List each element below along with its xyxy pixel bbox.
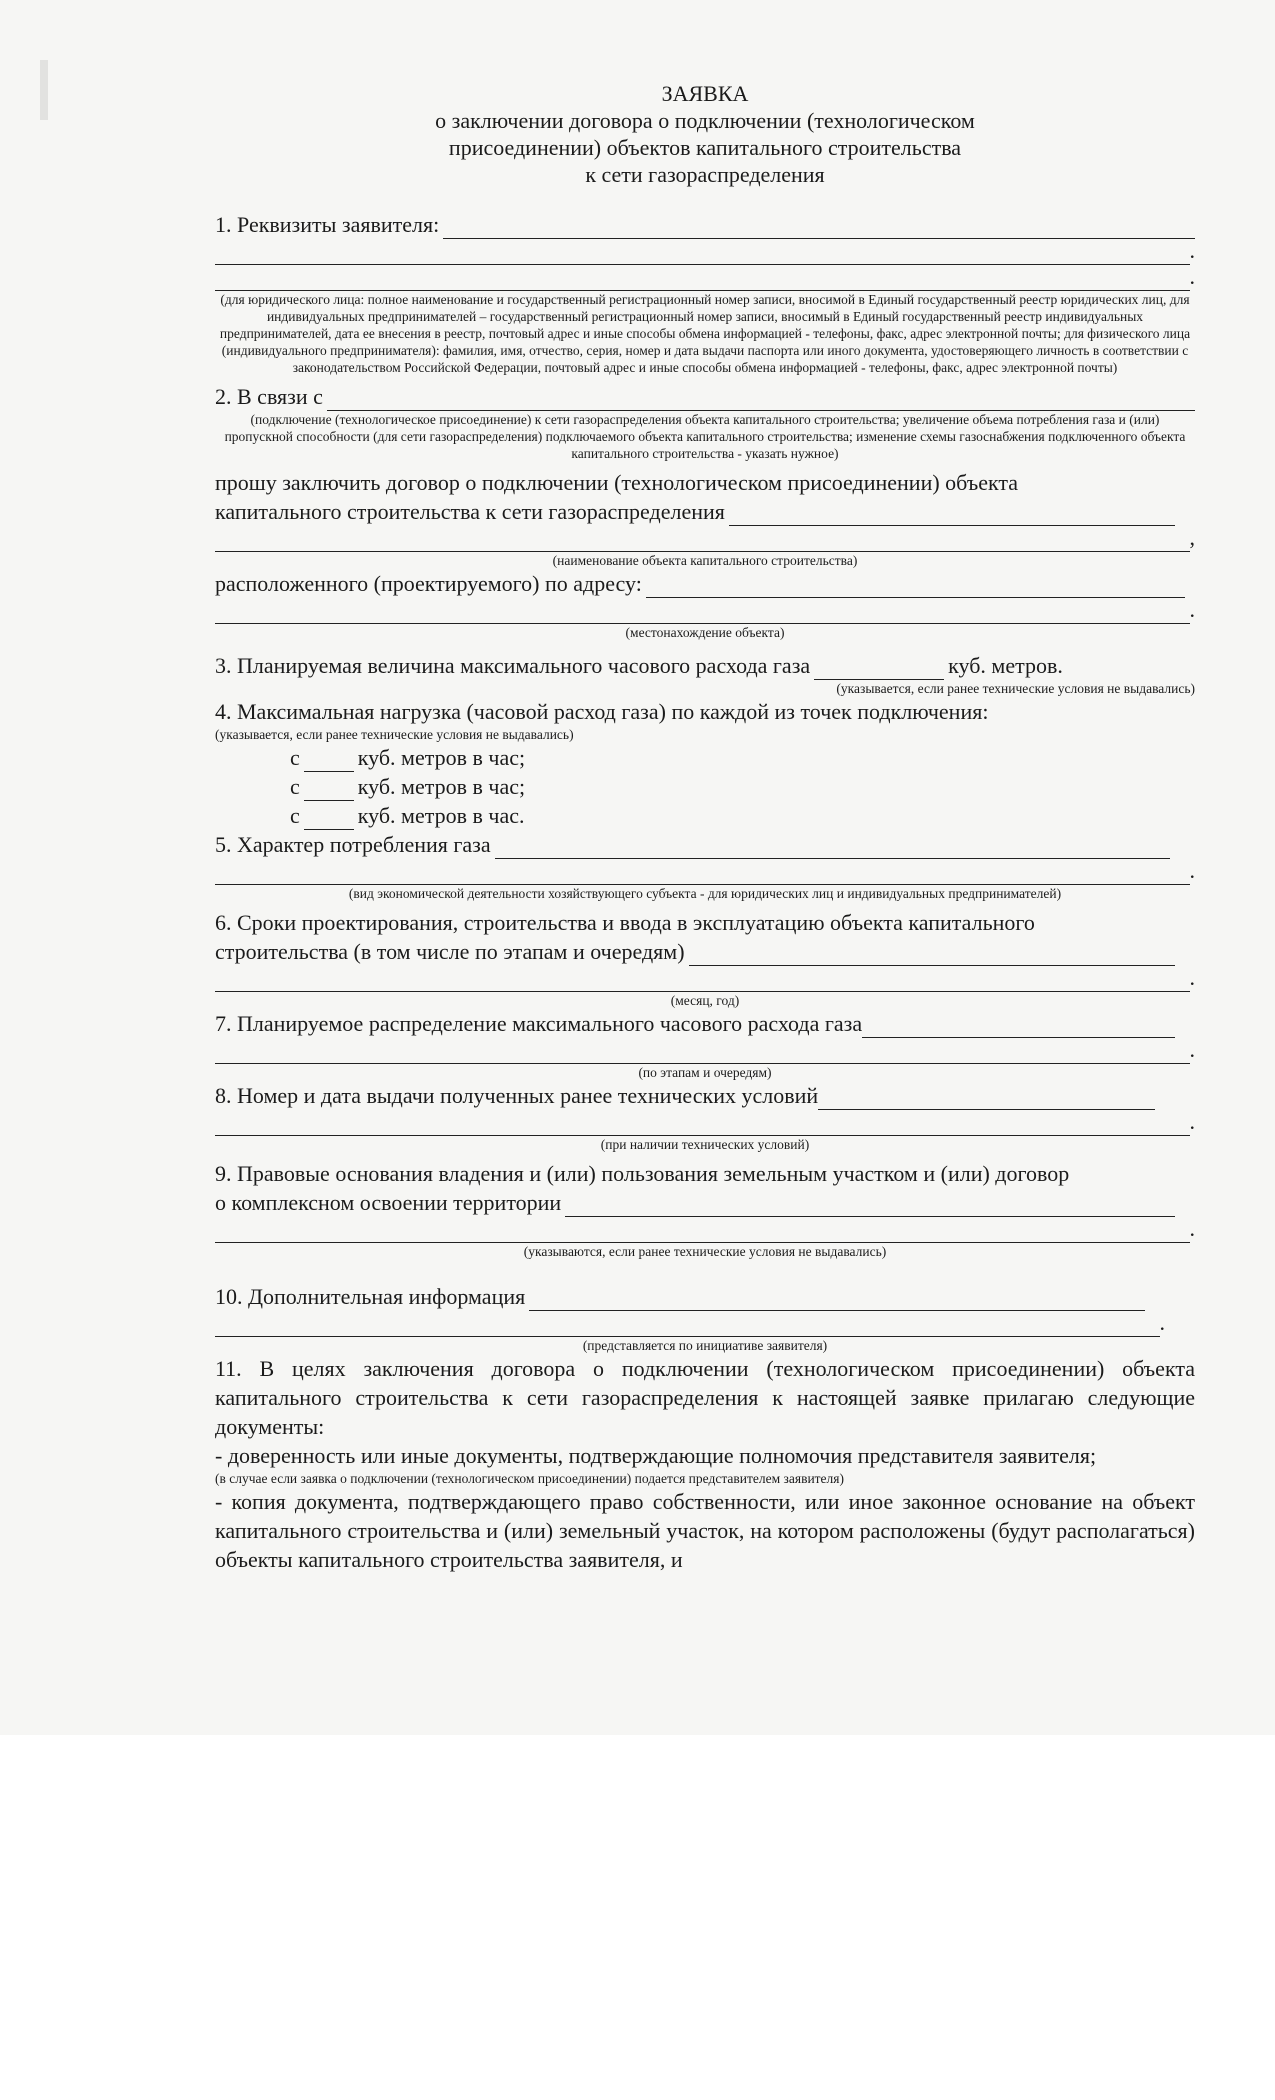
- form-subtitle-line: о заключении договора о подключении (технологическом: [435, 108, 975, 133]
- gas-distribution-field[interactable]: [862, 1015, 1175, 1038]
- additional-info-line: .: [215, 1311, 1165, 1337]
- section-5-label: 5. Характер потребления газа: [215, 832, 491, 857]
- object-name-line: ,: [215, 526, 1195, 552]
- section-9-text: 9. Правовые основания владения и (или) пользования земельным участком и (или) договор: [215, 1161, 1070, 1186]
- section-3-note: (указывается, если ранее технические условия не выдавались): [836, 681, 1195, 696]
- land-rights-field[interactable]: [565, 1194, 1175, 1217]
- form-content: [215, 80, 1195, 1574]
- section-11-intro: 11. В целях заключения договора о подключении (технологическом присоединении) объекта капитального строительства к сети газораспределения к настоящей заявке прилагаю следующие документы:: [215, 1356, 1195, 1439]
- section-10-note: (представляется по инициативе заявителя): [582, 1338, 828, 1353]
- section-4-label: 4. Максимальная нагрузка (часовой расход газа) по каждой из точек подключения:: [215, 699, 989, 724]
- address-field-2[interactable]: [215, 601, 1190, 624]
- section-4-note: (указывается, если ранее технические условия не выдавались): [215, 727, 574, 742]
- section-3-row: [215, 651, 1195, 680]
- section-3-unit: куб. метров.: [948, 653, 1063, 678]
- load-point-prefix: с: [290, 745, 300, 770]
- location-note: (местонахождение объекта): [625, 625, 785, 640]
- construction-terms-field[interactable]: [689, 943, 1175, 966]
- max-hourly-gas-field[interactable]: [814, 659, 944, 680]
- applicant-details-line: .: [215, 239, 1195, 265]
- land-rights-field-2[interactable]: [215, 1220, 1190, 1243]
- applicant-details-field-2[interactable]: [215, 242, 1190, 265]
- load-point-field[interactable]: [304, 780, 354, 801]
- applicant-details-field[interactable]: [443, 216, 1195, 239]
- section-1-note: (для юридического лица: полное наименование и государственный регистрационный номер записи, вносимой в Единый государственный реестр юридических лиц, для индивидуальных предпринимателей – государственный регистрационный номер записи, вносимый в Единый государственный реестр индивидуальных предпринимателей, дата ее внесения в реестр, почтовый адрес и иные способы обмена информацией - телефоны, факс, адрес электронной почты; для физического лица (индивидуального предпринимателя): фамилия, имя, отчество, серия, номер и дата выдачи паспорта или иного документа, удостоверяющего личность в соответствии с законодательством Российской Федерации, почтовый адрес и иные способы обмена информацией - телефоны, факс, адрес электронной почты): [219, 292, 1191, 375]
- land-rights-line: .: [215, 1217, 1195, 1243]
- tech-conditions-field[interactable]: [818, 1087, 1155, 1110]
- load-point-unit: куб. метров в час.: [357, 803, 525, 828]
- load-point-prefix: с: [290, 803, 300, 828]
- section-7-note: (по этапам и очередям): [638, 1065, 772, 1080]
- request-row: [215, 497, 1195, 526]
- object-name-note: (наименование объекта капитального строительства): [552, 553, 858, 568]
- attached-doc-note: (в случае если заявка о подключении (технологическом присоединении) подается представителем заявителя): [215, 1471, 844, 1486]
- request-text: прошу заключить договор о подключении (технологическом присоединении) объекта: [215, 470, 1018, 495]
- section-2-row: [215, 382, 1195, 411]
- applicant-details-line: .: [215, 265, 1195, 291]
- load-point-field[interactable]: [304, 809, 354, 830]
- form-subtitle-line: присоединении) объектов капитального строительства: [448, 135, 962, 160]
- scan-artifact: [40, 60, 48, 120]
- construction-terms-line: .: [215, 966, 1195, 992]
- form-title: ЗАЯВКА: [661, 81, 749, 106]
- load-point-unit: куб. метров в час;: [357, 774, 526, 799]
- gas-distribution-line: .: [215, 1038, 1195, 1064]
- section-6-text-2: строительства (в том числе по этапам и очередям): [215, 939, 685, 964]
- load-point-row: [215, 743, 1195, 772]
- section-1-row: [215, 210, 1195, 239]
- section-2-note: (подключение (технологическое присоединение) к сети газораспределения объекта капитального строительства; увеличение объема потребления газа и (или) пропускной способности (для сети газораспределения) подключаемого объекта капитального строительства; изменение схемы газоснабжения подключенного объекта капитального строительства - указать нужное): [224, 412, 1186, 461]
- additional-info-field-2[interactable]: [215, 1314, 1160, 1337]
- applicant-details-field-3[interactable]: [215, 268, 1190, 291]
- attached-doc-item: - копия документа, подтверждающего право собственности, или иное законное основание на объект капитального строительства и (или) земельный участок, на котором расположены (будут располагаться) объекты капитального строительства заявителя, и: [215, 1489, 1195, 1572]
- section-2-label: 2. В связи с: [215, 384, 323, 409]
- section-8-label: 8. Номер и дата выдачи полученных ранее технических условий: [215, 1083, 819, 1108]
- load-point-field[interactable]: [304, 751, 354, 772]
- section-3-label: 3. Планируемая величина максимального часового расхода газа: [215, 653, 811, 678]
- section-8-row: [215, 1081, 1195, 1110]
- tech-conditions-field-2[interactable]: [215, 1113, 1190, 1136]
- address-label: расположенного (проектируемого) по адресу:: [215, 571, 642, 596]
- request-text-2: капитального строительства к сети газораспределения: [215, 499, 725, 524]
- object-name-field[interactable]: [729, 503, 1175, 526]
- connection-type-field[interactable]: [327, 388, 1195, 411]
- load-point-unit: куб. метров в час;: [357, 745, 526, 770]
- construction-terms-field-2[interactable]: [215, 969, 1190, 992]
- section-9-note: (указываются, если ранее технические условия не выдавались): [523, 1244, 887, 1259]
- section-10-row: [215, 1282, 1195, 1311]
- section-6-text: 6. Сроки проектирования, строительства и ввода в эксплуатацию объекта капитального: [215, 910, 1035, 935]
- address-row: [215, 569, 1195, 598]
- section-8-note: (при наличии технических условий): [600, 1137, 810, 1152]
- gas-consumption-field-2[interactable]: [215, 862, 1190, 885]
- form-subtitle-line: к сети газораспределения: [585, 162, 825, 187]
- load-point-row: [215, 801, 1195, 830]
- section-5-note: (вид экономической деятельности хозяйствующего субъекта - для юридических лиц и индивидуальных предпринимателей): [348, 886, 1062, 901]
- gas-distribution-field-2[interactable]: [215, 1041, 1190, 1064]
- gas-consumption-line: .: [215, 859, 1195, 885]
- address-line: .: [215, 598, 1195, 624]
- attached-doc-item: - доверенность или иные документы, подтверждающие полномочия представителя заявителя;: [215, 1443, 1097, 1468]
- section-6-note: (месяц, год): [670, 993, 740, 1008]
- object-name-field-2[interactable]: [215, 529, 1190, 552]
- load-point-row: [215, 772, 1195, 801]
- section-10-label: 10. Дополнительная информация: [215, 1284, 526, 1309]
- additional-info-field[interactable]: [529, 1288, 1145, 1311]
- load-point-prefix: с: [290, 774, 300, 799]
- tech-conditions-line: .: [215, 1110, 1195, 1136]
- section-6-row: [215, 937, 1195, 966]
- section-7-label: 7. Планируемое распределение максимального часового расхода газа: [215, 1011, 863, 1036]
- gas-consumption-field[interactable]: [495, 836, 1170, 859]
- section-1-label: 1. Реквизиты заявителя:: [215, 212, 440, 237]
- address-field[interactable]: [646, 575, 1185, 598]
- section-9-row: [215, 1188, 1195, 1217]
- section-7-row: [215, 1009, 1195, 1038]
- section-5-row: [215, 830, 1195, 859]
- section-9-text-2: о комплексном освоении территории: [215, 1190, 562, 1215]
